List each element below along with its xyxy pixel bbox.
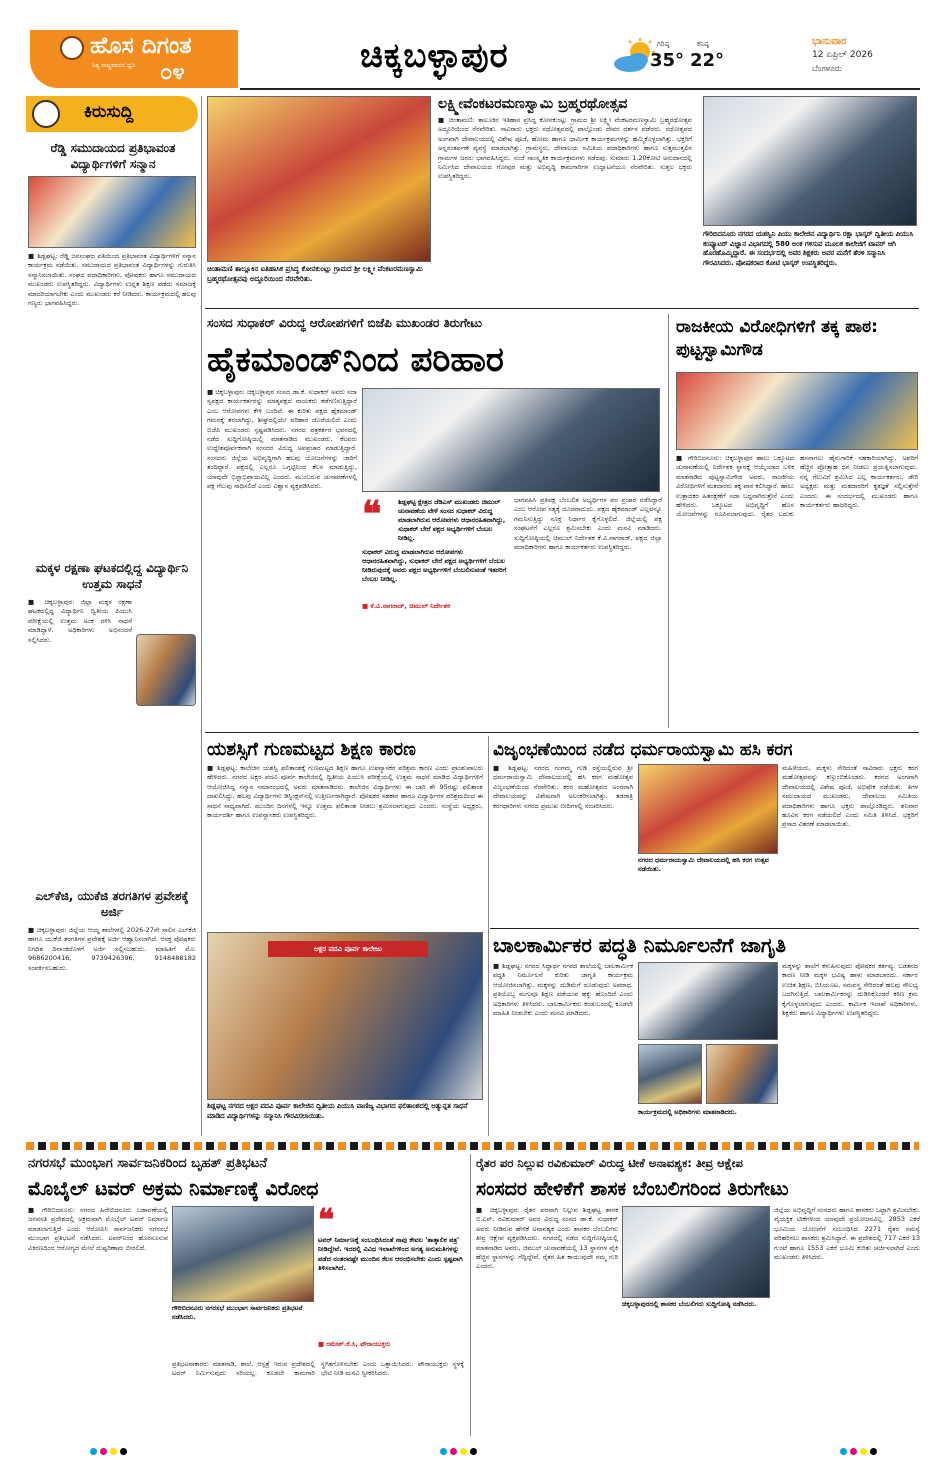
ravi-photo-caption: ಚಿಕ್ಕಬಳ್ಳಾಪುರದಲ್ಲಿ ಶಾಸಕರ ಬೆಂಬಲಿಗರು ಸುದ್ದಿಗೋಷ್ಠಿ ನಡೆಸಿದರು. <box>622 1300 757 1308</box>
registration-dots-center <box>440 1440 480 1459</box>
child-photo-caption: ಕಾರ್ಯಕ್ರಮದಲ್ಲಿ ಅಧಿಕಾರಿಗಳು ಮಾತನಾಡಿದರು. <box>638 1108 737 1116</box>
masthead-divider <box>240 88 920 90</box>
kiru-story2-text-wrap <box>28 598 196 918</box>
mid-col-rule <box>488 736 489 1136</box>
brand-logo-icon <box>60 36 84 60</box>
tower-headline: ಮೊಬೈಲ್ ಟವರ್ ಅಕ್ರಮ ನಿರ್ಮಾಣಕ್ಕೆ ವಿರೋಧ <box>28 1178 319 1200</box>
tower-quote-author: ■ ರಮೇಶ್.ಕೆ.ಸಿ, ಪೌರಾಯುಕ್ತರು <box>318 1340 391 1348</box>
lead-body-2: ಭಾಗವಹಿಸಿ ಪ್ರತಿಪಕ್ಷ ಬೆಂಬಲಿತ ಅಭ್ಯರ್ಥಿಗಳ ಪರ ಪ್ರಚಾರ ನಡೆಸಿದ್ದಾರೆ ಎಂಬ ಆರೋಪ ಸತ್ಯಕ್ಕೆ ದೂರವಾದುದು. ಪಕ್ಷದ ಹೈಕಮಾಂಡ್ ಎಲ್ಲವನ್ನೂ ಗಮನಿಸುತ್ತಿದ್ದು ಸೂಕ್ತ ನಿರ್ಧಾರ ಕೈಗೊಳ್ಳಲಿದೆ. ಜಿಲ್ಲೆಯಲ್ಲಿ ಪಕ್ಷ ಸಂಘಟನೆಗೆ ಎಲ್ಲರೂ ಶ್ರಮಿಸಬೇಕು ಎಂದು ಮನವಿ ಮಾಡಿದರು. ಸುದ್ದಿಗೋಷ್ಠಿಯಲ್ಲಿ ಚಿಮುಲ್ ನಿರ್ದೇಶಕ ಕೆ.ವಿ.ನಾಗರಾಜ್, ಪಕ್ಷದ ಜಿಲ್ಲಾ ಪದಾಧಿಕಾರಿಗಳು ಹಾಗೂ ಕಾರ್ಯಕರ್ತರು ಉಪಸ್ಥಿತರಿದ್ದರು. <box>514 496 662 552</box>
ravi-press-photo <box>622 1206 770 1298</box>
lead-body-1: ■ ಚಿಕ್ಕಬಳ್ಳಾಪುರ: ಚಿಕ್ಕಬಳ್ಳಾಪುರ ಸಂಸದ ಡಾ.ಕೆ. ಸುಧಾಕರ್ ಅವರು ಸದಾ ಸ್ವಪಕ್ಷದ ಕಾರ್ಯಕರ್ತರನ್ನು ಮಾತೃಪಕ್ಷದ ನಾಯಕರು ಕಡೆಗಣಿಸುತ್ತಿದ್ದಾರೆ ಎಂಬ ಆರೋಪಗಳು ಕೇಳಿ ಬಂದಿವೆ. ಈ ಕುರಿತು ಪಕ್ಷದ ಹೈಕಮಾಂಡ್ ಗಮನಕ್ಕೆ ತರಲಾಗಿದ್ದು, ಶೀಘ್ರದಲ್ಲಿಯೇ ಪರಿಹಾರ ದೊರೆಯಲಿದೆ ಎಂದು ಬಿಜೆಪಿ ಮುಖಂಡರು ಸ್ಪಷ್ಟಪಡಿಸಿದರು. ನಗರದ ಪತ್ರಕರ್ತರ ಭವನದಲ್ಲಿ ನಡೆದ ಸುದ್ದಿಗೋಷ್ಠಿಯಲ್ಲಿ ಮಾತನಾಡಿದ ಮುಖಂಡರು, ಕೆಲವರು ಉದ್ದೇಶಪೂರ್ವಕವಾಗಿ ಸಂಸದರ ವಿರುದ್ಧ ಅಪಪ್ರಚಾರ ಮಾಡುತ್ತಿದ್ದಾರೆ. ಸಂಸದರು ಜಿಲ್ಲೆಯ ಅಭಿವೃದ್ಧಿಗಾಗಿ ಹಲವು ಯೋಜನೆಗಳನ್ನು ಜಾರಿಗೆ ತಂದಿದ್ದಾರೆ. ಪಕ್ಷದಲ್ಲಿ ಎಲ್ಲರೂ ಒಗ್ಗಟ್ಟಿನಿಂದ ಕೆಲಸ ಮಾಡುತ್ತಿದ್ದು, ಯಾವುದೇ ಭಿನ್ನಾಭಿಪ್ರಾಯವಿಲ್ಲ ಎಂದರು. ಮುಂಬರುವ ಚುನಾವಣೆಗಳಲ್ಲಿ ಪಕ್ಷ ಗೆಲುವು ಸಾಧಿಸಲಿದೆ ಎಂದು ವಿಶ್ವಾಸ ವ್ಯಕ್ತಪಡಿಸಿದರು. <box>207 388 357 491</box>
brand-tagline: ನಿತ್ಯ ರಾಷ್ಟ್ರವಾದದ ಧ್ವನಿ <box>92 62 136 69</box>
bottom-band-separator <box>26 1142 919 1150</box>
kiru-story2-body: ■ ಚಿಕ್ಕಬಳ್ಳಾಪುರ: ಜಿಲ್ಲಾ ಮಕ್ಕಳ ರಕ್ಷಣಾ ಘಟಕದಲ್ಲಿದ್ದ ವಿದ್ಯಾರ್ಥಿನಿ ದ್ವಿತೀಯ ಪಿಯುಸಿ ಪರೀಕ್ಷೆಯಲ್ಲಿ ಉತ್ತಮ ಅಂಕ ಗಳಿಸಿ ಸಾಧನೆ ಮಾಡಿದ್ದಾಳೆ. ಅಧಿಕಾರಿಗಳು ಅಭಿನಂದನೆ ಸಲ್ಲಿಸಿದರು. <box>28 598 132 644</box>
kiru-column <box>26 94 198 1138</box>
bottom-col-rule <box>470 1154 471 1436</box>
lead-headline: ಹೈಕಮಾಂಡ್‌ನಿಂದ ಪರಿಹಾರ <box>207 340 504 380</box>
yash-banner: ಅಕ್ಷರ ಪದವಿ ಪೂರ್ವ ಕಾಲೇಜು <box>268 941 428 957</box>
kiru-story1-title: ರೆಡ್ಡಿ ಸಮುದಾಯದ ಪ್ರತಿಭಾವಂತ ವಿದ್ಯಾರ್ಥಿಗಳಿಗೆ ಸನ್ಮಾನ <box>50 141 176 171</box>
issue-city: ಬೆಂಗಳೂರು <box>812 64 842 73</box>
yash-headline: ಯಶಸ್ಸಿಗೆ ಗುಣಮಟ್ಟದ ಶಿಕ್ಷಣ ಕಾರಣ <box>207 739 416 760</box>
kiru-story1-body: ■ ಶಿಡ್ಲಘಟ್ಟ: ರೆಡ್ಡಿ ಜನಸಂಘದ ವತಿಯಿಂದ ಪ್ರತಿಭಾವಂತ ವಿದ್ಯಾರ್ಥಿಗಳಿಗೆ ಸನ್ಮಾನ ಕಾರ್ಯಕ್ರಮ ನಡೆಯಿತು. ಸಮುದಾಯದ ಪ್ರತಿಭಾವಂತ ವಿದ್ಯಾರ್ಥಿಗಳನ್ನು ಗುರುತಿಸಿ ಸನ್ಮಾನಿಸಲಾಯಿತು. ಸಂಘದ ಪದಾಧಿಕಾರಿಗಳು, ಪೋಷಕರು ಹಾಗೂ ಸಮುದಾಯದ ಮುಖಂಡರು ಉಪಸ್ಥಿತರಿದ್ದರು. ವಿದ್ಯಾರ್ಥಿಗಳು ಉನ್ನತ ಶಿಕ್ಷಣ ಪಡೆದು ಸಮಾಜಕ್ಕೆ ಮಾದರಿಯಾಗಬೇಕು ಎಂದು ಮುಖಂಡರು ಕರೆ ನೀಡಿದರು. ಕಾರ್ಯಕ್ರಮದಲ್ಲಿ ಹಲವು ಗಣ್ಯರು ಭಾಗವಹಿಸಿದ್ದರು. <box>28 252 196 308</box>
putta-body: ■ ಗೌರಿಬಿದನೂರು: ಚಿಕ್ಕಬಳ್ಳಾಪುರ ಹಾಲು ಒಕ್ಕೂಟದ ಚುನಾವಣೆಯಲ್ಲಿ ನಿರ್ದೇಶಕ ಸ್ಥಾನಕ್ಕೆ ಆಯ್ಕೆಯಾದ ಬಳಿಕ ಮಾತನಾಡಿದ ಪುಟ್ಟಸ್ವಾಮಿಗೌಡ ಅವರು, ರಾಜಕೀಯ ವಿರೋಧಿಗಳಿಗೆ ಮತದಾರರು ತಕ್ಕ ಪಾಠ ಕಲಿಸಿದ್ದಾರೆ. ಹಾಲು ಉತ್ಪಾದಕರ ಹಿತರಕ್ಷಣೆಗೆ ಸದಾ ಬದ್ಧನಾಗಿರುತ್ತೇನೆ ಎಂದು ಹೇಳಿದರು. ಒಕ್ಕೂಟದ ಅಭಿವೃದ್ಧಿಗೆ ಹೊಸ ಯೋಜನೆಗಳನ್ನು ರೂಪಿಸಲಾಗುವುದು. ರೈತರ ಬದುಕು ಹಸನಾಗಲು ಹೈನುಗಾರಿಕೆ ಸಹಕಾರಿಯಾಗಿದ್ದು, ಅವರಿಗೆ ಹೆಚ್ಚಿನ ಪ್ರೋತ್ಸಾಹ ಧನ ನೀಡಲು ಪ್ರಯತ್ನಿಸಲಾಗುವುದು. ನನ್ನ ಗೆಲುವಿಗೆ ಶ್ರಮಿಸಿದ ಎಲ್ಲ ಕಾರ್ಯಕರ್ತರು, ಡೇರಿ ಅಧ್ಯಕ್ಷರು ಮತ್ತು ಮತದಾರರಿಗೆ ಕೃತಜ್ಞತೆ ಸಲ್ಲಿಸುತ್ತೇನೆ ಎಂದರು. ಈ ಸಂದರ್ಭದಲ್ಲಿ ಮುಖಂಡರು ಹಾಗೂ ಕಾರ್ಯಕರ್ತರು ಹಾಜರಿದ್ದರು. <box>676 454 918 519</box>
child-event-photo-1 <box>638 962 778 1040</box>
lead-press-meet-photo <box>362 388 660 492</box>
ravi-kicker: ರೈತರ ಪರ ನಿಲ್ಲುವ ರವಿಕುಮಾರ್ ವಿರುದ್ಧ ಟೀಕೆ ಅನಾವಶ್ಯಕ: ತೀವ್ರ ಆಕ್ಷೇಪ <box>476 1156 743 1170</box>
kiru-badge-label: ಕಿರುಸುದ್ದಿ <box>84 102 134 122</box>
kiru-badge <box>26 96 198 132</box>
dharma-child-rule <box>490 928 919 929</box>
top-row-rule <box>205 308 919 309</box>
ravi-headline: ಸಂಸದರ ಹೇಳಿಕೆಗೆ ಶಾಸಕ ಬೆಂಬಲಿಗರಿಂದ ತಿರುಗೇಟು <box>476 1178 789 1200</box>
district-name: ಚಿಕ್ಕಬಳ್ಳಾಪುರ <box>360 36 509 76</box>
registration-dots-right <box>840 1440 880 1459</box>
max-temp-label: ಗರಿಷ್ಠ <box>657 40 670 48</box>
topper-photo-caption: ಗೌರಿಬಿದನೂರು ನಗರದ ಯಶಸ್ವಿನಿ ಪಿಯು ಕಾಲೇಜಿನ ವಿದ್ಯಾರ್ಥಿನಿ ರಕ್ಷಾ ಭಾಸ್ಕರ್ ದ್ವಿತೀಯ ಪಿಯುಸಿ ಕಂಪ್ಯೂಟರ್ ವಿಜ್ಞಾನ ವಿಭಾಗದಲ್ಲಿ 580 ಅಂಕ ಗಳಿಸುವ ಮೂಲಕ ಕಾಲೇಜಿಗೆ ಟಾಪರ್ ಆಗಿ ಹೊರಹೊಮ್ಮಿದ್ದಾರೆ. ಈ ಸಂದರ್ಭದಲ್ಲಿ ಅವರ ಶಿಕ್ಷಕರು ಅವರ ಮನೆಗೆ ತೆರಳಿ ಸನ್ಮಾನಿಸಿ ಗೌರವಿಸಿದರು. ಪೋಷಕರಾದ ಕೋಟಿ ಭಾಸ್ಕರ್ ಉಪಸ್ಥಿತರಿದ್ದರು. <box>703 230 914 267</box>
tower-body-2: ಪ್ರತಿಭಟನಾಕಾರರು ಮಾತನಾಡಿ, ಶಾಲೆ, ಆಸ್ಪತ್ರೆ ಇರುವ ಪ್ರದೇಶದಲ್ಲಿ ಟವರ್ ನಿರ್ಮಿಸುವುದು ಸರಿಯಲ್ಲ. ಕೂಡಲೇ ಕಾಮಗಾರಿ ಸ್ಥಗಿತಗೊಳಿಸಬೇಕು ಎಂದು ಒತ್ತಾಯಿಸಿದರು. ಪೌರಾಯುಕ್ತರು ಸ್ಥಳಕ್ಕೆ ಭೇಟಿ ನೀಡಿ ಮನವಿ ಸ್ವೀಕರಿಸಿದರು. <box>172 1360 464 1378</box>
topper-student-photo <box>703 96 917 226</box>
quote-icon: ❝ <box>362 493 382 535</box>
child-event-photo-2 <box>638 1044 702 1104</box>
masthead <box>0 0 945 92</box>
lead-quote: ಸುಧಾಕರ್ ವಿರುದ್ಧ ಮಾಡಲಾಗಿರುವ ಆರೋಪಗಳು ಆಧಾರರಹಿತವಾಗಿದ್ದು, ಸುಧಾಕರ್ ಬೇರೆ ಪಕ್ಷದ ಅಭ್ಯರ್ಥಿಗಳಿಗೆ ಬೆಂಬಲ ನೀಡಿರುವುದಕ್ಕೆ ಅವರು ಪಕ್ಷದ ಅಭ್ಯರ್ಥಿಗಳಿಗೆ ಬೆಂಬಲಿಸುವಂತೆ ಇತರರಿಗೆ ಬೆಂಬಲ ನೀಡಿಲ್ಲ. <box>362 548 507 583</box>
temple-photo-caption: ಚಿಂತಾಮಣಿ ತಾಲ್ಲೂಕಿನ ಐತಿಹಾಸಿಕ ಪ್ರಸಿದ್ಧ ಕೋನಕುಂಟ್ಲು ಗ್ರಾಮದ ಶ್ರೀ ಲಕ್ಷ್ಮೀ ವೆಂಕಟರಮಣಸ್ವಾಮಿ ಬ್ರಹ್ಮರಥೋತ್ಸವವು ಅದ್ದೂರಿಯಿಂದ ನೆರವೇರಿತು. <box>207 265 423 283</box>
yash-body: ■ ಶಿಡ್ಲಘಟ್ಟ: ಕಾಲೇಜಿನ ಯಶಸ್ವಿ ಫಲಿತಾಂಶಕ್ಕೆ ಗುಣಮಟ್ಟದ ಶಿಕ್ಷಣ ಹಾಗೂ ಉಪನ್ಯಾಸಕರ ಪರಿಶ್ರಮ ಕಾರಣ ಎಂದು ಪ್ರಾಂಶುಪಾಲರು ಹೇಳಿದರು. ನಗರದ ಅಕ್ಷರ ಪದವಿ ಪೂರ್ವ ಕಾಲೇಜಿನಲ್ಲಿ ದ್ವಿತೀಯ ಪಿಯುಸಿ ಪರೀಕ್ಷೆಯಲ್ಲಿ ಉತ್ತಮ ಸಾಧನೆ ಮಾಡಿದ ವಿದ್ಯಾರ್ಥಿಗಳಿಗೆ ಆಯೋಜಿಸಿದ್ದ ಸನ್ಮಾನ ಸಮಾರಂಭದಲ್ಲಿ ಅವರು ಮಾತನಾಡಿದರು. ಕಾಲೇಜಿನ ವಿದ್ಯಾರ್ಥಿಗಳು ಈ ಬಾರಿ ಶೇ 95ರಷ್ಟು ಫಲಿತಾಂಶ ದಾಖಲಿಸಿದ್ದು, ಹಲವು ವಿದ್ಯಾರ್ಥಿಗಳು ಡಿಸ್ಟಿಂಕ್ಷನ್‌ನಲ್ಲಿ ಉತ್ತೀರ್ಣರಾಗಿದ್ದಾರೆ. ಪೋಷಕರ ಸಹಕಾರ ಹಾಗೂ ವಿದ್ಯಾರ್ಥಿಗಳ ಪರಿಶ್ರಮದಿಂದ ಈ ಸಾಧನೆ ಸಾಧ್ಯವಾಗಿದೆ. ಮುಂದಿನ ದಿನಗಳಲ್ಲಿ ಇನ್ನೂ ಉತ್ತಮ ಫಲಿತಾಂಶ ನೀಡಲು ಶ್ರಮಿಸಲಾಗುವುದು ಎಂದರು. ಸಂಸ್ಥೆಯ ಅಧ್ಯಕ್ಷರು, ಕಾರ್ಯದರ್ಶಿ ಹಾಗೂ ಉಪನ್ಯಾಸಕರು ಉಪಸ್ಥಿತರಿದ್ದರು. <box>207 764 483 820</box>
child-event-photo-3 <box>706 1044 778 1104</box>
dharma-headline: ವಿಜೃಂಭಣೆಯಿಂದ ನಡೆದ ಧರ್ಮರಾಯಸ್ವಾಮಿ ಹಸಿ ಕರಗ <box>493 740 793 760</box>
lead-photo-caption: ಶಿಡ್ಲಘಟ್ಟ ಕ್ಷೇತ್ರದ ಜೆಡಿಎಸ್ ಮುಖಂಡರು ಚಿಮುಲ್ ಚುನಾವಣೆಯ ವೇಳೆ ಸಂಸದ ಸುಧಾಕರ್ ವಿರುದ್ಧ ಮಾಡಲಾಗಿರುವ ಆರೋಪಗಳು ಆಧಾರರಹಿತವಾಗಿದ್ದು, ಸುಧಾಕರ್ ಬೇರೆ ಪಕ್ಷದ ಅಭ್ಯರ್ಥಿಗಳಿಗೆ ಬೆಂಬಲ ನೀಡಿಲ್ಲ. <box>398 498 506 542</box>
yash-students-photo <box>207 932 483 1100</box>
brahmaratha-body: ■ ಚಿಂತಾಮಣಿ: ತಾಲೂಕಿನ ಇತಿಹಾಸ ಪ್ರಸಿದ್ಧ ಕೋನಕುಂಟ್ಲು ಗ್ರಾಮದ ಶ್ರೀ ಲಕ್ಷ್ಮೀ ವೆಂಕಟರಮಣಸ್ವಾಮಿ ಬ್ರಹ್ಮರಥೋತ್ಸವ ಅದ್ದೂರಿಯಿಂದ ನೆರವೇರಿತು. ಸಾವಿರಾರು ಭಕ್ತರು ರಥೋತ್ಸವದಲ್ಲಿ ಪಾಲ್ಗೊಂಡು ದೇವರ ದರ್ಶನ ಪಡೆದರು. ರಥೋತ್ಸವದ ಅಂಗವಾಗಿ ದೇವಾಲಯದಲ್ಲಿ ವಿಶೇಷ ಪೂಜೆ, ಹೋಮ ಹಾಗೂ ಧಾರ್ಮಿಕ ಕಾರ್ಯಕ್ರಮಗಳನ್ನು ಹಮ್ಮಿಕೊಳ್ಳಲಾಗಿತ್ತು. ಭಕ್ತರಿಗೆ ಅನ್ನಸಂತರ್ಪಣೆ ವ್ಯವಸ್ಥೆ ಮಾಡಲಾಗಿತ್ತು. ಗ್ರಾಮಸ್ಥರು, ದೇವಾಲಯ ಸಮಿತಿಯ ಪದಾಧಿಕಾರಿಗಳು ಹಾಗೂ ಸುತ್ತಮುತ್ತಲಿನ ಗ್ರಾಮಗಳ ಜನರು ಭಾಗವಹಿಸಿದ್ದರು. ಸಂಜೆ ಸಾಂಸ್ಕೃತಿಕ ಕಾರ್ಯಕ್ರಮಗಳು ನಡೆದವು. ಸುಮಾರು 1.20ಕೋಟಿ ಅನುದಾನದಲ್ಲಿ ನಿರ್ಮಿಸಿದ ದೇವಾಲಯದ ಗೋಪುರ ಮತ್ತು ಅಭಿವೃದ್ಧಿ ಕಾಮಗಾರಿಗಳ ಉದ್ಘಾಟನೆಯೂ ನೆರವೇರಿತು. ಸುತ್ತಲ ಭಕ್ತರು ಉಪಸ್ಥಿತರಿದ್ದರು. <box>438 116 692 181</box>
min-temp: 22° <box>690 50 725 71</box>
child-headline: ಬಾಲಕಾರ್ಮಿಕರ ಪದ್ಧತಿ ನಿರ್ಮೂಲನೆಗೆ ಜಾಗೃತಿ <box>493 933 786 957</box>
lead-putta-rule <box>668 314 669 728</box>
kiru-column-rule <box>201 96 202 1136</box>
tower-body-1: ■ ಗೌರಿಬಿದನೂರು: ನಗರದ ಹಿರೇಬಿದನೂರು ಬಡಾವಣೆಯಲ್ಲಿ ಜನವಸತಿ ಪ್ರದೇಶದಲ್ಲಿ ಅಕ್ರಮವಾಗಿ ಮೊಬೈಲ್ ಟವರ್ ನಿರ್ಮಾಣ ಮಾಡಲಾಗುತ್ತಿದೆ ಎಂದು ಆರೋಪಿಸಿ ಸಾರ್ವಜನಿಕರು ನಗರಸಭೆ ಮುಂಭಾಗ ಪ್ರತಿಭಟನೆ ನಡೆಸಿದರು. ಟವರ್‌ನಿಂದ ಹೊರಸೂಸುವ ವಿಕಿರಣದಿಂದ ಆರೋಗ್ಯದ ಮೇಲೆ ದುಷ್ಪರಿಣಾಮ ಬೀರಲಿದೆ. <box>28 1206 168 1252</box>
child-body-1: ■ ಶಿಡ್ಲಘಟ್ಟ: ನಗರದ ಸಿದ್ಧಾರ್ಥ ನಗರದ ಶಾಲೆಯಲ್ಲಿ ಬಾಲಕಾರ್ಮಿಕ ಪದ್ಧತಿ ನಿರ್ಮೂಲನೆ ಕುರಿತು ಜಾಗೃತಿ ಕಾರ್ಯಕ್ರಮ ಆಯೋಜಿಸಲಾಗಿತ್ತು. ಮಕ್ಕಳನ್ನು ದುಡಿಮೆಗೆ ದೂಡುವುದು ಅಪರಾಧ. ಪ್ರತಿಯೊಬ್ಬ ಮಗುವೂ ಶಿಕ್ಷಣ ಪಡೆಯುವ ಹಕ್ಕು ಹೊಂದಿದೆ ಎಂದು ಅಧಿಕಾರಿಗಳು ತಿಳಿಸಿದರು. ಬಾಲಕಾರ್ಮಿಕರು ಕಂಡುಬಂದಲ್ಲಿ ಕೂಡಲೇ ಮಾಹಿತಿ ನೀಡಬೇಕು ಎಂದು ಮನವಿ ಮಾಡಿದರು. <box>493 962 633 1018</box>
dharma-body-1: ■ ಶಿಡ್ಲಘಟ್ಟ: ನಗರದ ಗಂಗಮ್ಮ ಗುಡಿ ರಸ್ತೆಯಲ್ಲಿರುವ ಶ್ರೀ ಧರ್ಮರಾಯಸ್ವಾಮಿ ದೇವಾಲಯದಲ್ಲಿ ಹಸಿ ಕರಗ ಮಹೋತ್ಸವ ವಿಜೃಂಭಣೆಯಿಂದ ನೆರವೇರಿತು. ಕರಗ ಮಹೋತ್ಸವದ ಅಂಗವಾಗಿ ದೇವಾಲಯವನ್ನು ವಿಶೇಷವಾಗಿ ಅಲಂಕರಿಸಲಾಗಿತ್ತು. ತಡರಾತ್ರಿ ಕರಗಧಾರಿಗಳು ನಗರದ ಪ್ರಮುಖ ಬೀದಿಗಳಲ್ಲಿ ಸಂಚರಿಸಿದರು. <box>493 764 633 810</box>
yash-photo-caption: ಶಿಡ್ಲಘಟ್ಟ ನಗರದ ಅಕ್ಷರ ಪದವಿ ಪೂರ್ವ ಕಾಲೇಜಿನ ದ್ವಿತೀಯ ಪಿಯುಸಿ ವಾಣಿಜ್ಯ ವಿಭಾಗದ ಫಲಿತಾಂಶದಲ್ಲಿ ಅತ್ಯುನ್ನತ ಸಾಧನೆ ಮಾಡಿದ ವಿದ್ಯಾರ್ಥಿಗಳನ್ನು ಸನ್ಮಾನಿಸಿ ಗೌರವಿಸಲಾಯಿತು. <box>207 1102 468 1120</box>
registration-dots-left <box>90 1440 130 1459</box>
putta-felicitation-photo <box>676 372 918 450</box>
brahmaratha-headline: ಲಕ್ಷ್ಮೀವೆಂಕಟರಮಣಸ್ವಾಮಿ ಬ್ರಹ್ಮರಥೋತ್ಸವ <box>438 96 628 112</box>
dharma-body-2: ಮಹಿಳೆಯರು, ಮಕ್ಕಳು ಸೇರಿದಂತೆ ಸಾವಿರಾರು ಭಕ್ತರು ಕರಗ ಮಹೋತ್ಸವವನ್ನು ಕಣ್ತುಂಬಿಕೊಂಡರು. ಕರಗದ ಅಂಗವಾಗಿ ದೇವಾಲಯದಲ್ಲಿ ವಿಶೇಷ ಪೂಜೆ, ಅಭಿಷೇಕ ನಡೆಯಿತು. ತಿಗಳ ಸಮುದಾಯದ ಮುಖಂಡರು, ದೇವಾಲಯ ಸಮಿತಿಯ ಪದಾಧಿಕಾರಿಗಳು ಹಾಗೂ ಭಕ್ತರು ಪಾಲ್ಗೊಂಡಿದ್ದರು. ಶನಿವಾರ ಹೂವಿನ ಕರಗ ನಡೆಯಲಿದೆ ಎಂದು ಸಮಿತಿ ತಿಳಿಸಿದೆ. ಭಕ್ತರಿಗೆ ಪ್ರಸಾದ ವಿತರಣೆ ಮಾಡಲಾಯಿತು. <box>782 764 918 829</box>
tower-photo-caption: ಗೌರಿಬಿದನೂರು ನಗರಸಭೆ ಮುಂಭಾಗ ಸಾರ್ವಜನಿಕರು ಪ್ರತಿಭಟನೆ ನಡೆಸಿದರು. <box>172 1304 303 1321</box>
max-temp: 35° <box>650 50 685 71</box>
student-portrait <box>136 634 196 706</box>
hand-icon <box>32 100 60 128</box>
kiru-story3-title: ಎಲ್‌ಕೆಜಿ, ಯುಕೆಜಿ ತರಗತಿಗಳ ಪ್ರವೇಶಕ್ಕೆ ಅರ್ಜಿ <box>28 888 196 920</box>
issue-date: 12 ಏಪ್ರಿಲ್ 2026 <box>812 50 873 60</box>
dharma-photo-caption: ನಗರದ ಧರ್ಮರಾಯಸ್ವಾಮಿ ದೇವಾಲಯದಲ್ಲಿ ಹಸಿ ಕರಗ ಉತ್ಸವ ನಡೆಯಿತು. <box>638 856 769 873</box>
putta-headline: ರಾಜಕೀಯ ವಿರೋಧಿಗಳಿಗೆ ತಕ್ಕ ಪಾಠ: ಪುಟ್ಟಸ್ವಾಮಿಗೌಡ <box>676 317 878 360</box>
lead-quote-author: ■ ಕೆ.ವಿ.ನಾಗರಾಜ್, ಚಿಮುಲ್ ನಿರ್ದೇಶಕ <box>362 602 451 610</box>
karaga-photo <box>638 764 778 854</box>
temple-chariot-photo <box>207 96 431 262</box>
brand-name: ಹೊಸ ದಿಗಂತ <box>90 32 192 59</box>
kiru-story3-body: ■ ಚಿಕ್ಕಬಳ್ಳಾಪುರ: ಜಿಲ್ಲೆಯ ಆಯ್ದ ಶಾಲೆಗಳಲ್ಲಿ 2026-27ನೇ ಸಾಲಿನ ಎಲ್‌ಕೆಜಿ ಹಾಗೂ ಯುಕೆಜಿ ತರಗತಿಗಳ ಪ್ರವೇಶಕ್ಕೆ ಅರ್ಜಿ ಆಹ್ವಾನಿಸಲಾಗಿದೆ. ಆಸಕ್ತ ಪೋಷಕರು ನಿಗದಿತ ದಿನಾಂಕದೊಳಗೆ ಅರ್ಜಿ ಸಲ್ಲಿಸಬಹುದು. ಮಾಹಿತಿಗೆ ಮೊ: 9686200416, 9739426396, 9148488182 ಸಂಪರ್ಕಿಸಬಹುದು. <box>28 926 196 972</box>
lead-kicker: ಸಂಸದ ಸುಧಾಕರ್ ವಿರುದ್ಧ ಆರೋಪಗಳಿಗೆ ಬಿಜೆಪಿ ಮುಖಂಡರ ತಿರುಗೇಟು <box>207 316 483 330</box>
child-body-2: ಮಕ್ಕಳನ್ನು ಶಾಲೆಗೆ ಕಳುಹಿಸುವುದು ಪೋಷಕರ ಕರ್ತವ್ಯ. ಬಡತನದ ಕಾರಣ ನೀಡಿ ಮಕ್ಕಳ ಭವಿಷ್ಯ ಹಾಳು ಮಾಡಬಾರದು. ಸರ್ಕಾರ ಉಚಿತ ಶಿಕ್ಷಣ, ಬಿಸಿಯೂಟ, ಸಮವಸ್ತ್ರ ಸೇರಿದಂತೆ ಹಲವು ಸೌಲಭ್ಯ ಒದಗಿಸುತ್ತಿದೆ. ಬಾಲಕಾರ್ಮಿಕರನ್ನು ದುಡಿಸಿಕೊಂಡರೆ ಕಠಿಣ ಕ್ರಮ ಕೈಗೊಳ್ಳಲಾಗುವುದು ಎಂದರು. ಕಾರ್ಮಿಕ ಇಲಾಖೆ ಅಧಿಕಾರಿಗಳು, ಶಿಕ್ಷಕರು ಹಾಗೂ ವಿದ್ಯಾರ್ಥಿಗಳು ಉಪಸ್ಥಿತರಿದ್ದರು. <box>782 962 918 1018</box>
kiru-story1-photo <box>28 176 196 248</box>
tower-quote-icon: ❝ <box>318 1203 335 1238</box>
tower-quote: ಟವರ್ ನಿರ್ಮಾಣಕ್ಕೆ ಸಂಬಂಧಿಸಿದಂತೆ ನಾವು ಕೇವಲ 'ತಾತ್ಕಾಲಿಕ ಪತ್ರ' ನೀಡಿದ್ದೇವೆ. ಇದರಲ್ಲಿ ವಿವಿಧ ಇಲಾಖೆಗಳಿಂದ ಅಗತ್ಯ ಅನುಮತಿಗಳನ್ನು ಪಡೆದ ನಂತರವಷ್ಟೇ ಮುಂದಿನ ಕೆಲಸ ಆರಂಭಿಸಬೇಕು ಎಂದು ಸ್ಪಷ್ಟವಾಗಿ ತಿಳಿಸಲಾಗಿದೆ. <box>318 1236 463 1273</box>
ravi-body-2: ಜಿಲ್ಲೆಯ ಅಭಿವೃದ್ಧಿಗೆ ಸಂಸದರು ಹಾಗೂ ಶಾಸಕರು ಒಟ್ಟಾಗಿ ಶ್ರಮಿಸಬೇಕು. ವೈಯಕ್ತಿಕ ಟೀಕೆಗಳಿಂದ ಯಾವುದೇ ಪ್ರಯೋಜನವಿಲ್ಲ. 2853 ಎಕರೆ ಭೂಮಿಯ ಯೋಜನೆಗೆ ಸಂಬಂಧಿಸಿದ 2271 ರೈತರ ಸಮಸ್ಯೆ ಪರಿಹರಿಸಲು ಶಾಸಕರು ಶ್ರಮಿಸಿದ್ದಾರೆ. ಈ ಪ್ರದೇಶದಲ್ಲಿ 717 ಎಕರೆ 13 ಗುಂಟೆ ಹಾಗೂ 1553 ಎಕರೆ ಭೂಮಿ ಕುರಿತು ಚರ್ಚಿಸಲಾಗಿದೆ ಎಂದು ಮುಖಂಡರು ತಿಳಿಸಿದರು. <box>774 1206 920 1262</box>
tower-kicker: ನಗರಸಭೆ ಮುಂಭಾಗ ಸಾರ್ವಜನಿಕರಿಂದ ಬೃಹತ್ ಪ್ರತಿಭಟನೆ <box>28 1156 268 1171</box>
mid-row-rule <box>205 732 919 733</box>
min-temp-label: ಕನಿಷ್ಠ <box>697 40 709 48</box>
tower-protest-photo <box>172 1206 314 1302</box>
page-number: ೦೪ <box>160 60 185 85</box>
issue-day: ಭಾನುವಾರ <box>812 36 847 47</box>
ravi-body-1: ■ ಚಿಕ್ಕಬಳ್ಳಾಪುರ: ರೈತರ ಪರವಾಗಿ ನಿಲ್ಲುವ ಶಿಡ್ಲಘಟ್ಟ ಶಾಸಕ ಬಿ.ಎನ್. ರವಿಕುಮಾರ್ ಅವರ ವಿರುದ್ಧ ಸಂಸದ ಡಾ.ಕೆ. ಸುಧಾಕರ್ ಅವರು ನೀಡಿರುವ ಹೇಳಿಕೆ ಅನಾವಶ್ಯಕ ಎಂದು ಶಾಸಕರ ಬೆಂಬಲಿಗರು ತೀವ್ರ ಆಕ್ಷೇಪ ವ್ಯಕ್ತಪಡಿಸಿದರು. ನಗರದಲ್ಲಿ ನಡೆದ ಸುದ್ದಿಗೋಷ್ಠಿಯಲ್ಲಿ ಮಾತನಾಡಿದ ಅವರು, ಚಿಮುಲ್ ಚುನಾವಣೆಯಲ್ಲಿ 13 ಸ್ಥಾನಗಳ ಪೈಕಿ ಹೆಚ್ಚಿನ ಸ್ಥಾನಗಳನ್ನು ಗೆದ್ದಿದ್ದೇವೆ. ರೈತರ ಹಿತ ಕಾಯುವುದೇ ನಮ್ಮ ಗುರಿ ಎಂದರು. <box>476 1206 618 1271</box>
kiru-story2-title: ಮಕ್ಕಳ ರಕ್ಷಣಾ ಘಟಕದಲ್ಲಿದ್ದ ವಿದ್ಯಾರ್ಥಿನಿ ಉತ್ತಮ ಸಾಧನೆ <box>28 560 196 592</box>
